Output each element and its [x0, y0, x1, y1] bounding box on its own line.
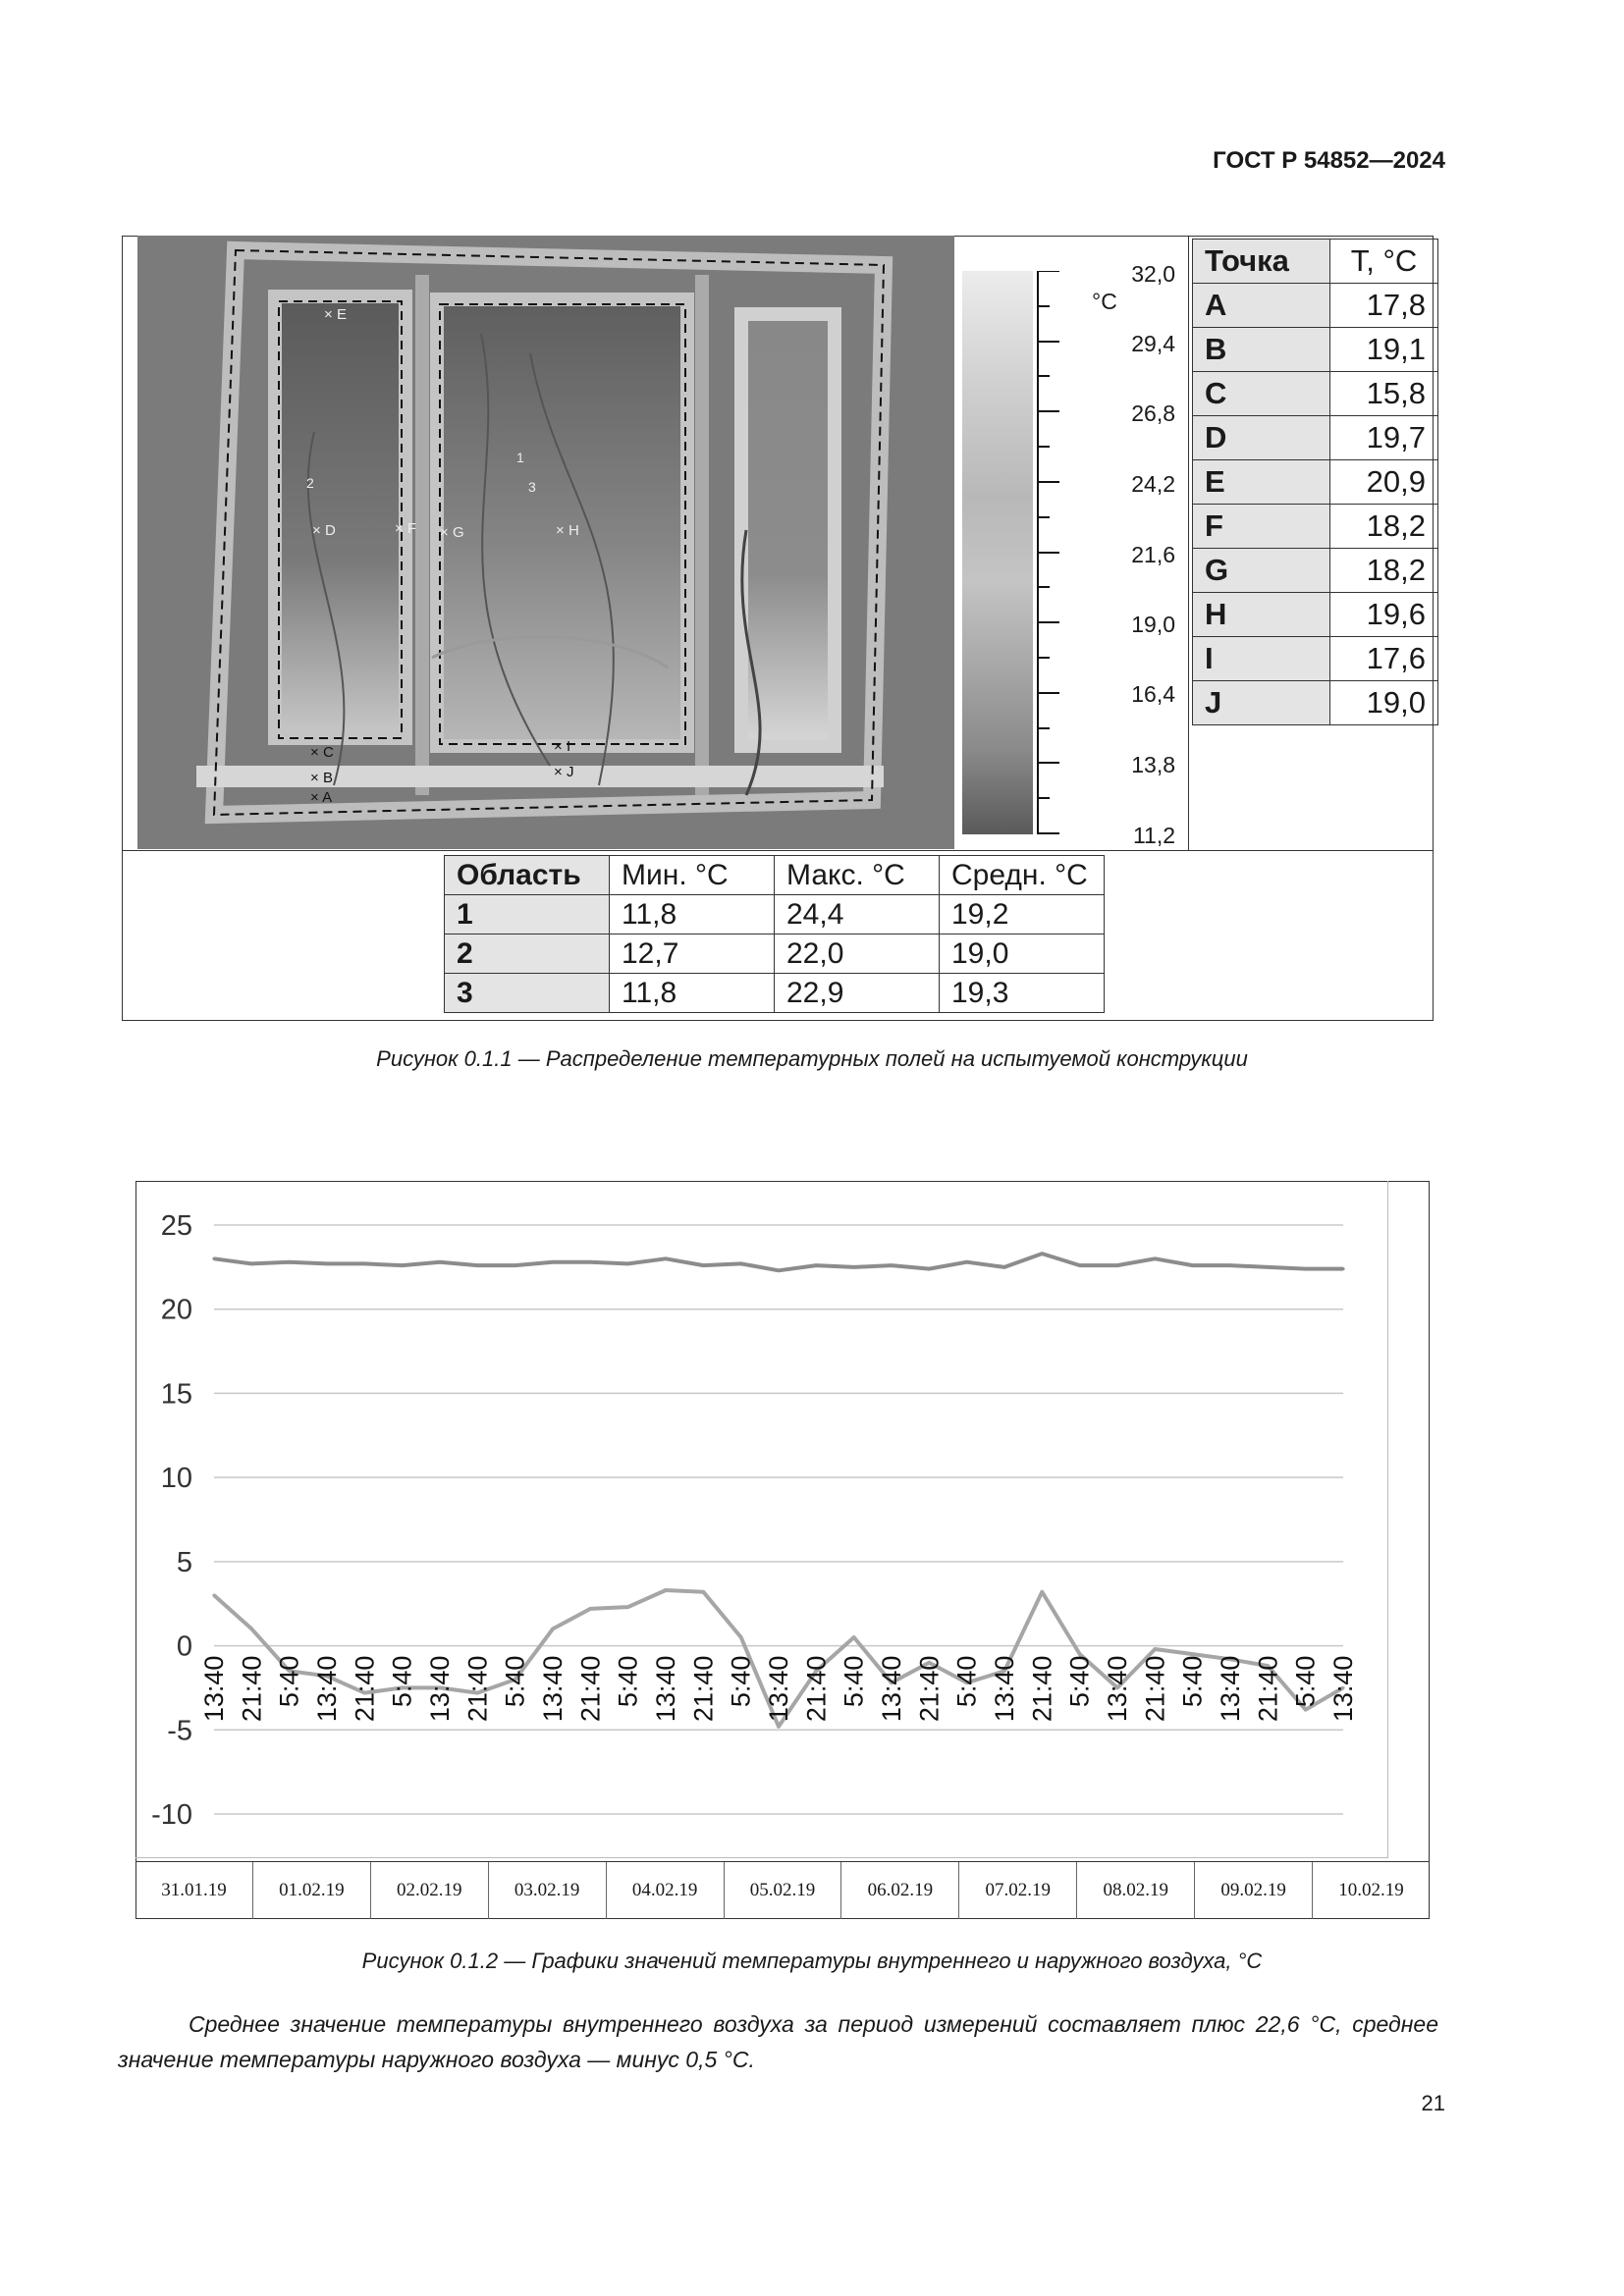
data-point — [250, 1262, 253, 1265]
y-tick-label: -5 — [167, 1715, 192, 1747]
date-cell: 08.02.19 — [1076, 1862, 1194, 1919]
point-temp: 20,9 — [1330, 460, 1438, 505]
standard-header: ГОСТ Р 54852—2024 — [1213, 147, 1445, 174]
indoor-temperature-line — [214, 1254, 1343, 1270]
area-min: 12,7 — [610, 934, 775, 974]
y-tick-label: 5 — [176, 1546, 192, 1578]
data-point — [1041, 1590, 1044, 1593]
area-min: 11,8 — [610, 974, 775, 1013]
area-avg: 19,3 — [940, 974, 1105, 1013]
x-tick-label: 13:40 — [764, 1655, 793, 1723]
x-tick-label: 5:40 — [274, 1655, 304, 1708]
area-min: 11,8 — [610, 895, 775, 934]
date-cell: 02.02.19 — [370, 1862, 488, 1919]
x-tick-label: 13:40 — [990, 1655, 1019, 1723]
summary-paragraph: Среднее значение температуры внутреннего воздуха за период измерений составляет плюс 22,6 °C, среднее значение температуры наружного воздуха — минус 0,5 °C. — [118, 2011, 1438, 2072]
data-point — [1041, 1253, 1044, 1255]
data-point — [739, 1262, 742, 1265]
header-cell: Мин. °C — [610, 856, 775, 895]
x-tick-label: 21:40 — [350, 1655, 380, 1723]
data-point — [363, 1262, 366, 1265]
figure1-divider-vertical — [1188, 236, 1189, 850]
data-point — [1228, 1264, 1231, 1267]
table-row — [1193, 328, 1438, 372]
point-name: E — [1193, 460, 1330, 505]
areas-table — [444, 855, 1105, 1013]
x-tick-label: 21:40 — [1140, 1655, 1170, 1723]
point-temp: 19,6 — [1330, 593, 1438, 637]
area-label-3: 3 — [528, 479, 536, 495]
figure2-caption: Рисунок 0.1.2 — Графики значений температуры внутреннего и наружного воздуха, °C — [361, 1949, 1263, 1973]
area-id: 3 — [445, 974, 610, 1013]
data-point — [626, 1262, 629, 1265]
table-row — [1193, 416, 1438, 460]
table-row — [1193, 593, 1438, 637]
marker-f: × F — [395, 520, 417, 537]
table-row — [1193, 549, 1438, 593]
data-point — [928, 1267, 931, 1270]
x-tick-label: 5:40 — [613, 1655, 643, 1708]
data-point — [890, 1264, 893, 1267]
data-point — [1078, 1264, 1081, 1267]
y-tick-label: 0 — [176, 1630, 192, 1663]
table-row — [445, 974, 1105, 1013]
x-tick-label: 21:40 — [688, 1655, 719, 1723]
table-row — [1193, 637, 1438, 681]
x-tick-label: 21:40 — [237, 1655, 267, 1723]
data-point — [1341, 1267, 1344, 1270]
data-point — [664, 1257, 667, 1260]
data-point — [1191, 1264, 1194, 1267]
marker-d: × D — [312, 522, 336, 539]
temperature-chart — [135, 1181, 1412, 1858]
marker-j: × J — [554, 764, 574, 780]
point-temp: 18,2 — [1330, 549, 1438, 593]
data-point — [739, 1635, 742, 1638]
table-row — [1193, 284, 1438, 328]
area-max: 22,0 — [775, 934, 940, 974]
data-point — [965, 1260, 968, 1263]
x-tick-label: 5:40 — [387, 1655, 417, 1708]
scale-unit: °C — [1092, 289, 1117, 314]
data-point — [664, 1588, 667, 1591]
data-point — [288, 1260, 291, 1263]
data-point — [589, 1260, 592, 1263]
scale-label: 21,6 — [1131, 542, 1175, 567]
marker-a: × A — [310, 789, 333, 806]
x-tick-label: 5:40 — [839, 1655, 869, 1708]
point-name: I — [1193, 637, 1330, 681]
y-tick-label: 10 — [160, 1463, 192, 1495]
point-name: J — [1193, 681, 1330, 725]
scale-label: 19,0 — [1131, 612, 1175, 637]
areas-table-header — [445, 856, 1105, 895]
thermogram-image — [137, 236, 954, 849]
area-max: 24,4 — [775, 895, 940, 934]
data-point — [852, 1265, 855, 1268]
data-point — [1115, 1264, 1118, 1267]
point-name: B — [1193, 328, 1330, 372]
table-row — [1193, 460, 1438, 505]
date-row — [135, 1861, 1430, 1919]
marker-i: × I — [554, 738, 571, 755]
data-point — [325, 1262, 328, 1265]
scale-ticks — [1036, 271, 1065, 834]
temperature-scale-bar — [962, 271, 1033, 834]
data-point — [1191, 1653, 1194, 1656]
data-point — [250, 1628, 253, 1630]
table-row — [1193, 372, 1438, 416]
data-point — [212, 1594, 215, 1597]
date-cell: 06.02.19 — [840, 1862, 958, 1919]
y-tick-label: -10 — [151, 1799, 192, 1831]
data-point — [815, 1264, 818, 1267]
x-tick-label: 13:40 — [538, 1655, 568, 1723]
marker-c: × C — [310, 744, 334, 761]
date-cell: 01.02.19 — [252, 1862, 370, 1919]
header-cell: Область — [445, 856, 610, 895]
data-point — [777, 1725, 780, 1728]
area-avg: 19,2 — [940, 895, 1105, 934]
point-temp: 17,8 — [1330, 284, 1438, 328]
x-tick-label: 21:40 — [575, 1655, 606, 1723]
point-name: F — [1193, 505, 1330, 549]
date-cell: 07.02.19 — [958, 1862, 1076, 1919]
data-point — [777, 1269, 780, 1272]
point-temp: 19,7 — [1330, 416, 1438, 460]
marker-b: × B — [310, 770, 333, 786]
date-cell: 05.02.19 — [724, 1862, 841, 1919]
marker-h: × H — [556, 522, 579, 539]
scale-label: 26,8 — [1131, 400, 1175, 426]
data-point — [626, 1606, 629, 1609]
point-name: H — [1193, 593, 1330, 637]
x-tick-label: 21:40 — [801, 1655, 832, 1723]
header-cell: Макс. °C — [775, 856, 940, 895]
points-table — [1192, 239, 1438, 725]
point-temp: 19,1 — [1330, 328, 1438, 372]
data-point — [1078, 1653, 1081, 1656]
table-row — [445, 895, 1105, 934]
scale-label: 24,2 — [1131, 471, 1175, 497]
x-tick-label: 13:40 — [1328, 1655, 1358, 1723]
data-point — [212, 1257, 215, 1260]
date-cell: 31.01.19 — [161, 1880, 227, 1900]
point-name: C — [1193, 372, 1330, 416]
header-cell: T, °C — [1330, 240, 1438, 284]
data-point — [702, 1590, 705, 1593]
y-tick-label: 20 — [160, 1294, 192, 1326]
point-temp: 17,6 — [1330, 637, 1438, 681]
data-point — [1304, 1708, 1307, 1711]
x-tick-label: 13:40 — [312, 1655, 342, 1723]
y-tick-label: 25 — [160, 1210, 192, 1242]
x-tick-label: 5:40 — [726, 1655, 756, 1708]
figure1-divider — [122, 850, 1434, 851]
x-tick-label: 21:40 — [1253, 1655, 1283, 1723]
point-temp: 19,0 — [1330, 681, 1438, 725]
data-point — [852, 1635, 855, 1638]
scale-label: 29,4 — [1131, 331, 1175, 356]
data-point — [1267, 1265, 1270, 1268]
x-tick-label: 5:40 — [500, 1655, 530, 1708]
data-point — [438, 1260, 441, 1263]
data-point — [589, 1607, 592, 1610]
points-table-header — [1193, 240, 1438, 284]
x-tick-label: 21:40 — [1027, 1655, 1057, 1723]
date-cell: 04.02.19 — [606, 1862, 724, 1919]
data-point — [1154, 1257, 1157, 1260]
data-point — [702, 1264, 705, 1267]
x-tick-label: 5:40 — [951, 1655, 982, 1708]
table-row — [445, 934, 1105, 974]
y-tick-label: 15 — [160, 1378, 192, 1411]
area-id: 2 — [445, 934, 610, 974]
data-point — [476, 1264, 479, 1267]
date-cell: 03.02.19 — [488, 1862, 606, 1919]
area-label-2: 2 — [306, 475, 314, 491]
data-point — [401, 1264, 404, 1267]
x-tick-label: 21:40 — [914, 1655, 945, 1723]
x-tick-label: 21:40 — [462, 1655, 493, 1723]
x-tick-label: 5:40 — [1064, 1655, 1095, 1708]
figure1-caption: Рисунок 0.1.1 — Распределение температурных полей на испытуемой конструкции — [376, 1046, 1248, 1071]
marker-e: × E — [324, 306, 347, 323]
area-avg: 19,0 — [940, 934, 1105, 974]
area-max: 22,9 — [775, 974, 940, 1013]
x-tick-label: 5:40 — [1177, 1655, 1208, 1708]
table-row — [1193, 681, 1438, 725]
point-temp: 15,8 — [1330, 372, 1438, 416]
date-cell: 09.02.19 — [1194, 1862, 1312, 1919]
scale-label: 16,4 — [1131, 681, 1175, 707]
scale-label: 11,2 — [1132, 823, 1175, 848]
date-cell: 10.02.19 — [1312, 1862, 1430, 1919]
point-name: A — [1193, 284, 1330, 328]
x-tick-label: 13:40 — [199, 1655, 229, 1723]
data-point — [1154, 1647, 1157, 1650]
data-point — [514, 1264, 516, 1267]
x-tick-label: 13:40 — [877, 1655, 906, 1723]
point-temp: 18,2 — [1330, 505, 1438, 549]
x-tick-label: 13:40 — [425, 1655, 455, 1723]
page-number: 21 — [1421, 2091, 1445, 2115]
table-row — [1193, 505, 1438, 549]
x-tick-label: 13:40 — [651, 1655, 680, 1723]
area-id: 1 — [445, 895, 610, 934]
header-cell: Средн. °C — [940, 856, 1105, 895]
x-tick-label: 13:40 — [1216, 1655, 1245, 1723]
header-cell: Точка — [1193, 240, 1330, 284]
data-point — [551, 1260, 554, 1263]
area-label-1: 1 — [516, 450, 524, 465]
point-name: D — [1193, 416, 1330, 460]
x-tick-label: 5:40 — [1290, 1655, 1321, 1708]
data-point — [1304, 1267, 1307, 1270]
scale-label: 32,0 — [1131, 261, 1175, 287]
data-point — [551, 1628, 554, 1630]
point-name: G — [1193, 549, 1330, 593]
scale-label: 13,8 — [1131, 752, 1175, 777]
data-point — [1002, 1265, 1005, 1268]
x-tick-label: 13:40 — [1103, 1655, 1132, 1723]
marker-g: × G — [440, 524, 464, 541]
